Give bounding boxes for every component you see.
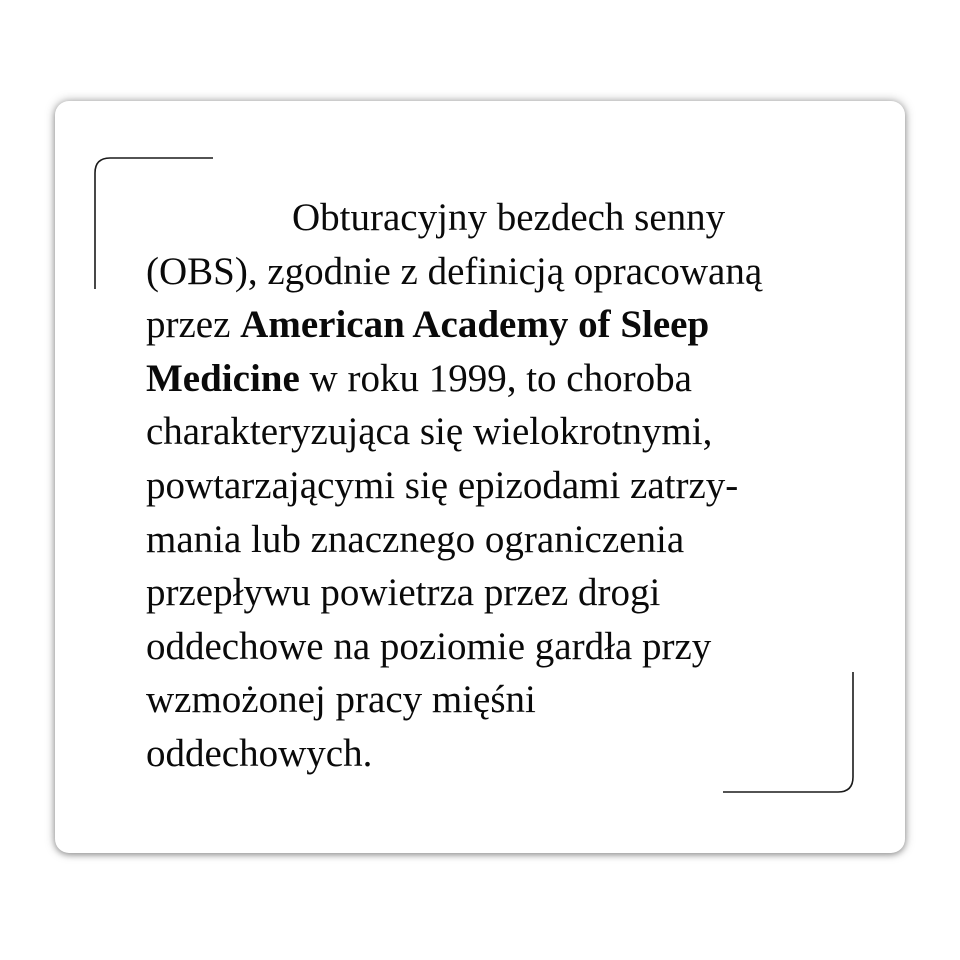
organization-name: Medicine [146,356,300,400]
quote-line: oddechowych. [146,731,373,775]
quote-line: mania lub znacznego ograniczenia [146,517,685,561]
quote-line: przepływu powietrza przez drogi [146,571,661,615]
quote-line: wzmożonej pracy mięśni [146,678,536,722]
quote-line: charakteryzująca się wielokrotnymi, [146,410,713,454]
quote-fragment: w roku 1999, to choroba [299,356,692,400]
quote-fragment: przez [146,303,241,347]
quote-line: (OBS), zgodnie z definicją opracowaną [146,249,763,293]
quote-line: Obturacyjny bezdech senny [292,196,726,239]
quote-line: powtarzającymi się epizodami zatrzy- [146,463,739,507]
quote-line [146,352,866,406]
quote-text [146,191,866,781]
organization-name: American Academy of Sleep [240,303,710,347]
quote-line: oddechowe na poziomie gardła przy [146,624,712,668]
quote-line [146,298,866,352]
